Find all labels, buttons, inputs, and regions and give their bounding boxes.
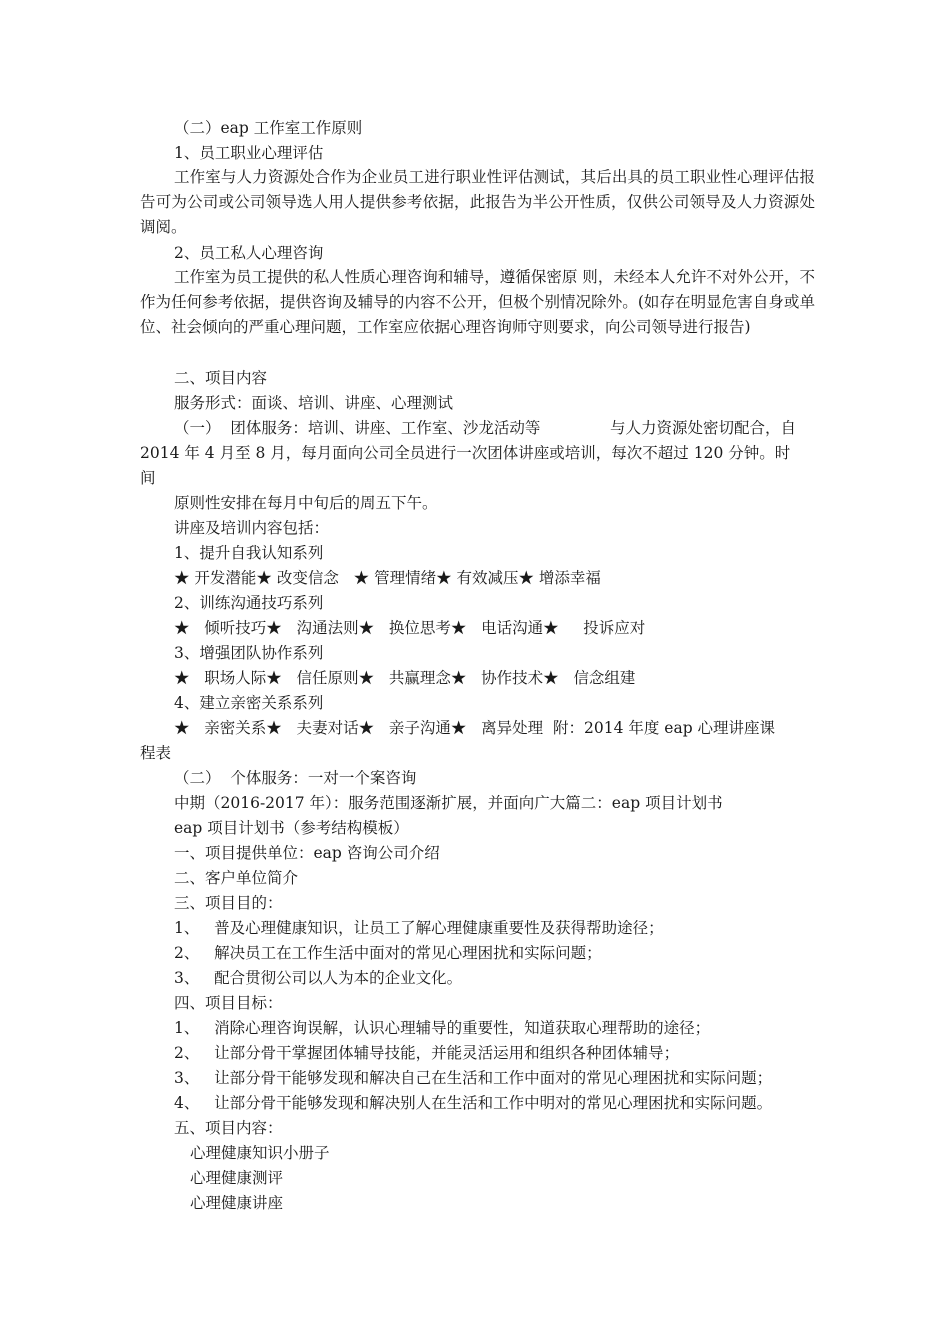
- subheading: 1、员工职业心理评估: [174, 144, 324, 162]
- text-line: 讲座及培训内容包括：: [174, 519, 330, 537]
- text-line: 中期（2016-2017 年）：服务范围逐渐扩展，并面向广大篇二：eap 项目计划书: [174, 794, 723, 812]
- list-item: 2、 让部分骨干掌握团体辅导技能，并能灵活运用和组织各种团体辅导；: [174, 1044, 680, 1062]
- text-line: 服务形式：面谈、培训、讲座、心理测试: [174, 394, 454, 412]
- text-line: 与人力资源处密切配合，自: [610, 419, 797, 437]
- paragraph: 工作室与人力资源处合作为企业员工进行职业性评估测试，其后出具的员工职业性心理评估报告可为公司或公司领导选人用人提供参考依据，此报告为半公开性质，仅供公司领导及人力资源处调阅。: [140, 168, 815, 236]
- subheading: 4、建立亲密关系系列: [174, 694, 324, 712]
- content-item: 心理健康测评: [190, 1169, 284, 1187]
- content-item: 心理健康知识小册子: [190, 1144, 330, 1162]
- list-item: 2、 解决员工在工作生活中面对的常见心理困扰和实际问题；: [174, 944, 602, 962]
- text-line: （二） 个体服务：一对一个案咨询: [174, 769, 417, 787]
- text-line: 2014 年 4 月至 8 月，每月面向公司全员进行一次团体讲座或培训，每次不超过 120 分钟。时: [140, 444, 791, 462]
- star-list: ★ 倾听技巧★ 沟通法则★ 换位思考★ 电话沟通★ 投诉应对: [174, 619, 646, 637]
- subheading: 3、增强团队协作系列: [174, 644, 324, 662]
- star-list: ★ 职场人际★ 信任原则★ 共赢理念★ 协作技术★ 信念组建: [174, 669, 636, 687]
- list-item: 1、 普及心理健康知识，让员工了解心理健康重要性及获得帮助途径；: [174, 919, 664, 937]
- list-item: 3、 让部分骨干能够发现和解决自己在生活和工作中面对的常见心理困扰和实际问题；: [174, 1069, 773, 1087]
- section-heading: 四、项目目标：: [174, 994, 283, 1012]
- list-item: 1、 消除心理咨询误解，认识心理辅导的重要性，知道获取心理帮助的途径；: [174, 1019, 711, 1037]
- section-heading: 五、项目内容：: [174, 1119, 283, 1137]
- document-title: eap 项目计划书（参考结构模板）: [174, 819, 409, 837]
- section-heading: 二、项目内容: [174, 369, 268, 387]
- star-list: ★ 亲密关系★ 夫妻对话★ 亲子沟通★ 离异处理 附：2014 年度 eap 心理讲座课: [174, 719, 776, 737]
- section-heading: 一、项目提供单位：eap 咨询公司介绍: [174, 844, 440, 862]
- section-heading: 二、客户单位简介: [174, 869, 299, 887]
- subheading: 2、员工私人心理咨询: [174, 244, 324, 262]
- star-list: ★ 开发潜能★ 改变信念 ★ 管理情绪★ 有效减压★ 增添幸福: [174, 569, 601, 587]
- list-item: 3、 配合贯彻公司以人为本的企业文化。: [174, 969, 463, 987]
- text-line: （一） 团体服务：培训、讲座、工作室、沙龙活动等: [174, 419, 541, 437]
- section-heading: （二）eap 工作室工作原则: [174, 119, 363, 137]
- subheading: 1、提升自我认知系列: [174, 544, 324, 562]
- text-line: 程表: [140, 744, 172, 762]
- content-item: 心理健康讲座: [190, 1194, 284, 1212]
- text-line: 原则性安排在每月中旬后的周五下午。: [174, 494, 438, 512]
- paragraph: 工作室为员工提供的私人性质心理咨询和辅导，遵循保密原 则，未经本人允许不对外公开，不作为任何参考依据，提供咨询及辅导的内容不公开，但极个别情况除外。(如存在明显危害自身或单位、社会倾向的严重心理问题，工作室应依据心理咨询师守则要求，向公司领导进行报告): [140, 268, 815, 336]
- section-heading: 三、项目目的：: [174, 894, 283, 912]
- subheading: 2、训练沟通技巧系列: [174, 594, 324, 612]
- text-line: 间: [140, 469, 156, 487]
- list-item: 4、 让部分骨干能够发现和解决别人在生活和工作中明对的常见心理困扰和实际问题。: [174, 1094, 773, 1112]
